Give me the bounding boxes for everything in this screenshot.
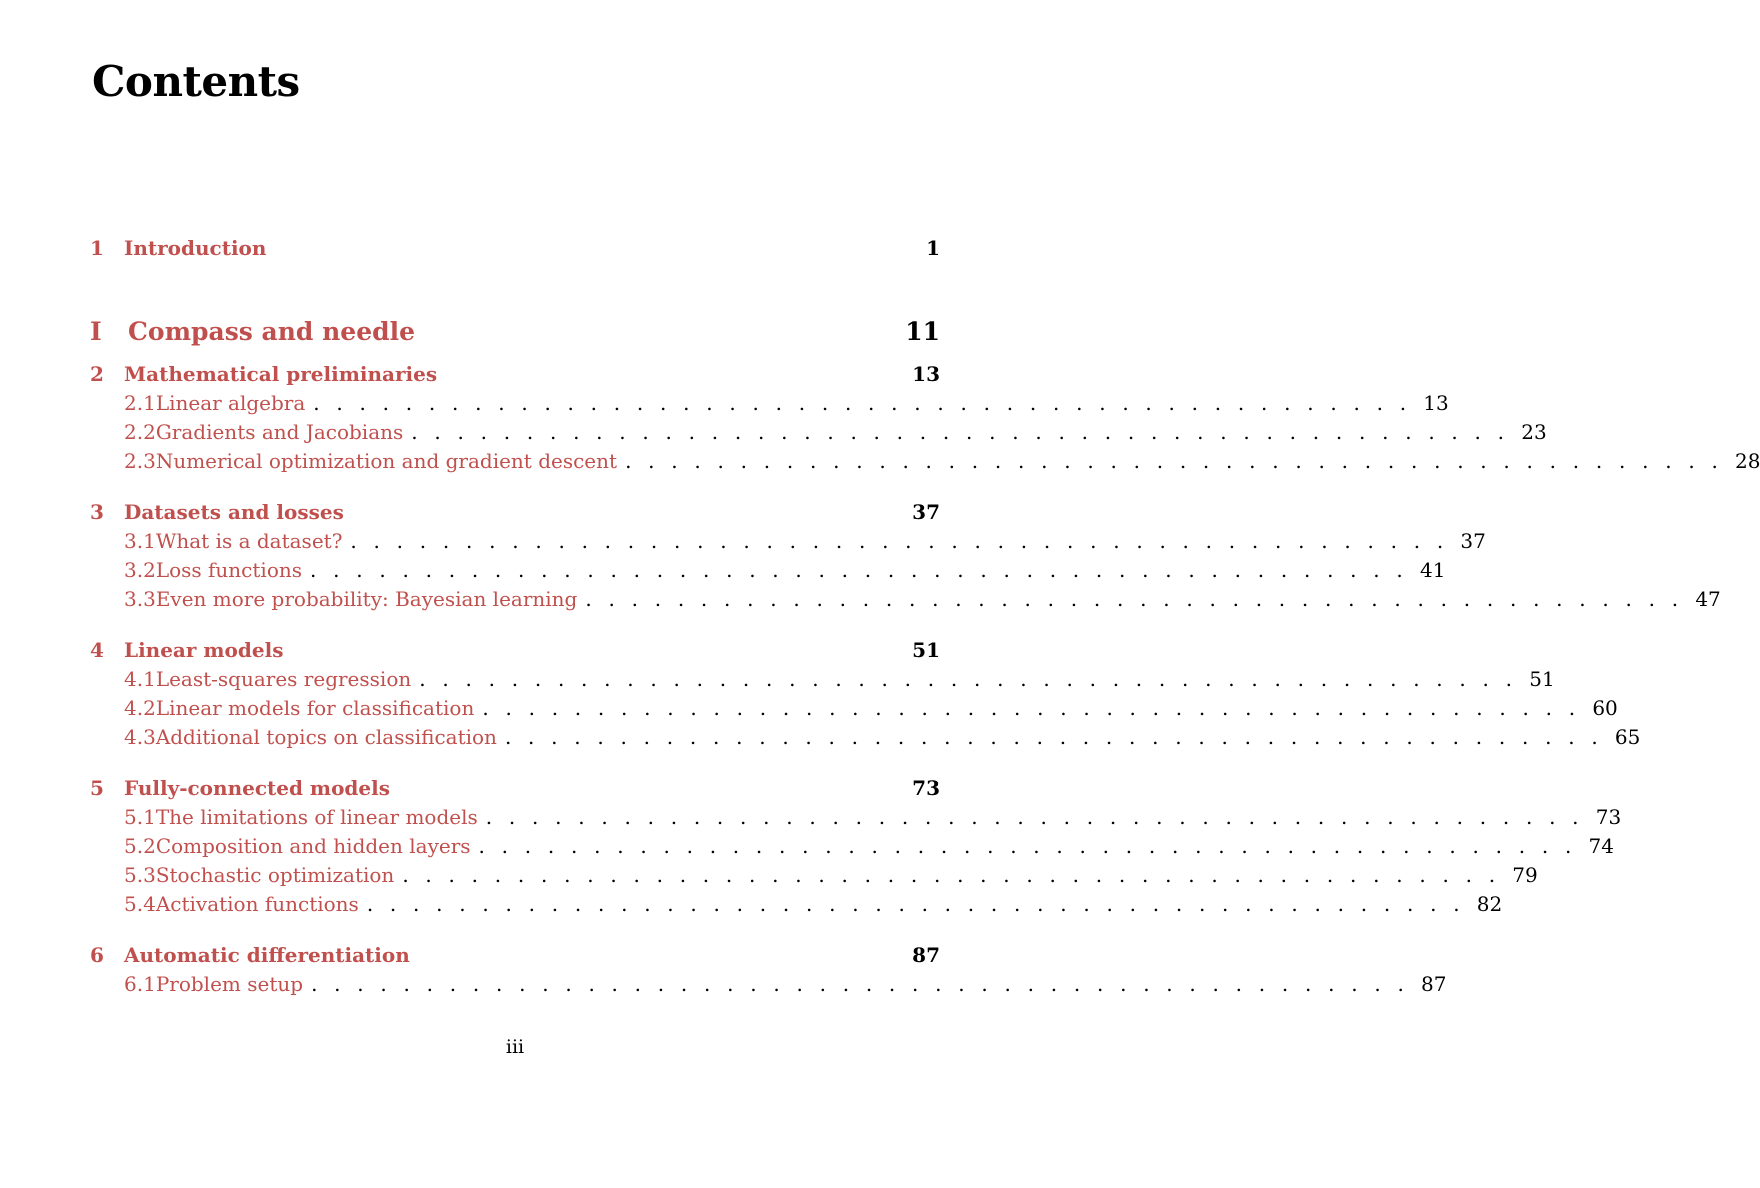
section-page: 65 [1614, 725, 1641, 749]
chapter-number: 2 [90, 362, 104, 386]
section-title: Gradients and Jacobians [155, 420, 404, 444]
section-number: 5.4 [124, 892, 156, 916]
toc-chapter[interactable] [90, 776, 940, 805]
toc-chapter-block [90, 500, 1721, 616]
toc-section[interactable] [90, 529, 1486, 558]
chapter-list [90, 362, 1760, 1001]
section-number: 4.2 [124, 696, 156, 720]
section-page: 87 [1421, 972, 1447, 996]
section-title: Composition and hidden layers [155, 834, 471, 858]
section-page: 37 [1460, 529, 1486, 553]
dot-leader: . . . . . . . . . . . . . . . . . . . . . . . . . . . . . . . . . . . . . . . . . . . . . . . . [366, 892, 1465, 916]
section-title: Least-squares regression [155, 667, 412, 691]
section-title: Even more probability: Bayesian learning [155, 587, 578, 611]
section-number: 4.3 [124, 725, 156, 749]
toc-section[interactable] [90, 972, 1447, 1001]
section-page: 60 [1592, 696, 1618, 720]
toc-section[interactable] [90, 391, 1449, 420]
section-page: 41 [1419, 558, 1446, 582]
dot-leader: . . . . . . . . . . . . . . . . . . . . . . . . . . . . . . . . . . . . . . . . . . . . . . . . [350, 529, 1449, 553]
toc-section[interactable] [90, 725, 1641, 754]
toc-section[interactable] [90, 587, 1721, 616]
chapter-number: 4 [90, 638, 104, 662]
table-of-contents [90, 236, 1760, 1001]
chapter-title: Datasets and losses [124, 500, 344, 524]
section-number: 2.2 [124, 420, 156, 444]
chapter-title: Automatic differentiation [124, 943, 410, 967]
section-title: Loss functions [155, 558, 303, 582]
chapter-number: 3 [90, 500, 104, 524]
section-number: 4.1 [124, 667, 156, 691]
toc-chapter[interactable] [90, 943, 940, 972]
section-number: 2.1 [124, 391, 156, 415]
section-number: 3.2 [124, 558, 156, 582]
part-number: I [90, 317, 102, 346]
section-page: 79 [1512, 863, 1538, 887]
section-number: 5.2 [124, 834, 156, 858]
toc-chapter[interactable] [90, 638, 940, 667]
section-number: 3.3 [124, 587, 156, 611]
section-page: 73 [1595, 805, 1622, 829]
page-title: Contents [92, 57, 300, 106]
section-page: 23 [1521, 420, 1547, 444]
chapter-page: 37 [912, 500, 940, 524]
toc-chapter-block [90, 776, 1622, 921]
chapter-number: 1 [90, 236, 104, 260]
section-title: What is a dataset? [155, 529, 343, 553]
chapter-title: Mathematical preliminaries [124, 362, 438, 386]
chapter-page: 73 [912, 776, 940, 800]
chapter-number: 6 [90, 943, 104, 967]
dot-leader: . . . . . . . . . . . . . . . . . . . . . . . . . . . . . . . . . . . . . . . . . . . . . . . . [482, 696, 1581, 720]
toc-section[interactable] [90, 420, 1547, 449]
section-number: 6.1 [124, 972, 156, 996]
dot-leader: . . . . . . . . . . . . . . . . . . . . . . . . . . . . . . . . . . . . . . . . . . . . . . . . [313, 391, 1412, 415]
dot-leader: . . . . . . . . . . . . . . . . . . . . . . . . . . . . . . . . . . . . . . . . . . . . . . . . [504, 725, 1603, 749]
dot-leader: . . . . . . . . . . . . . . . . . . . . . . . . . . . . . . . . . . . . . . . . . . . . . . . . [625, 449, 1724, 473]
section-title: Numerical optimization and gradient descent [155, 449, 618, 473]
section-number: 5.1 [124, 805, 156, 829]
toc-section[interactable] [90, 805, 1622, 834]
chapter-page: 87 [912, 943, 940, 967]
chapter-title: Fully-connected models [124, 776, 390, 800]
section-title: Additional topics on classification [155, 725, 497, 749]
dot-leader: . . . . . . . . . . . . . . . . . . . . . . . . . . . . . . . . . . . . . . . . . . . . . . . . [402, 863, 1501, 887]
section-page: 47 [1695, 587, 1721, 611]
toc-chapter[interactable] [90, 362, 940, 391]
chapter-page: 1 [926, 236, 940, 260]
toc-chapter-block [90, 362, 1760, 478]
section-page: 13 [1423, 391, 1449, 415]
chapter-title: Introduction [124, 236, 267, 260]
toc-section[interactable] [90, 558, 1446, 587]
toc-part[interactable] [90, 317, 940, 355]
part-page: 11 [905, 317, 940, 346]
toc-section[interactable] [90, 449, 1760, 478]
section-page: 28 [1735, 449, 1760, 473]
part-title: Compass and needle [128, 317, 415, 346]
section-title: Stochastic optimization [155, 863, 395, 887]
section-number: 5.3 [124, 863, 156, 887]
dot-leader: . . . . . . . . . . . . . . . . . . . . . . . . . . . . . . . . . . . . . . . . . . . . . . . . [419, 667, 1518, 691]
chapter-title: Linear models [124, 638, 284, 662]
toc-section[interactable] [90, 892, 1503, 921]
toc-chapter-block [90, 943, 1447, 1001]
dot-leader: . . . . . . . . . . . . . . . . . . . . . . . . . . . . . . . . . . . . . . . . . . . . . . . . [310, 558, 1408, 582]
section-number: 2.3 [124, 449, 156, 473]
toc-section[interactable] [90, 667, 1555, 696]
chapter-page: 13 [912, 362, 940, 386]
section-title: Activation functions [155, 892, 359, 916]
section-title: Linear algebra [155, 391, 306, 415]
section-page: 51 [1529, 667, 1555, 691]
section-page: 74 [1588, 834, 1614, 858]
chapter-page: 51 [912, 638, 940, 662]
toc-chapter-block [90, 638, 1641, 754]
section-number: 3.1 [124, 529, 156, 553]
section-title: Linear models for classification [155, 696, 475, 720]
section-page: 82 [1476, 892, 1503, 916]
section-title: Problem setup [155, 972, 304, 996]
dot-leader: . . . . . . . . . . . . . . . . . . . . . . . . . . . . . . . . . . . . . . . . . . . . . . . . [485, 805, 1584, 829]
toc-section[interactable] [90, 696, 1618, 725]
dot-leader: . . . . . . . . . . . . . . . . . . . . . . . . . . . . . . . . . . . . . . . . . . . . . . . . [585, 587, 1684, 611]
chapter-number: 5 [90, 776, 104, 800]
footer-page-number: iii [505, 1036, 525, 1058]
toc-section[interactable] [90, 863, 1538, 892]
section-title: The limitations of linear models [155, 805, 478, 829]
dot-leader: . . . . . . . . . . . . . . . . . . . . . . . . . . . . . . . . . . . . . . . . . . . . . . . . [478, 834, 1577, 858]
dot-leader: . . . . . . . . . . . . . . . . . . . . . . . . . . . . . . . . . . . . . . . . . . . . . . . . [411, 420, 1510, 444]
toc-section[interactable] [90, 834, 1614, 863]
toc-chapter[interactable] [90, 500, 940, 529]
dot-leader: . . . . . . . . . . . . . . . . . . . . . . . . . . . . . . . . . . . . . . . . . . . . . . . . [311, 972, 1410, 996]
toc-chapter-introduction[interactable] [90, 236, 940, 265]
